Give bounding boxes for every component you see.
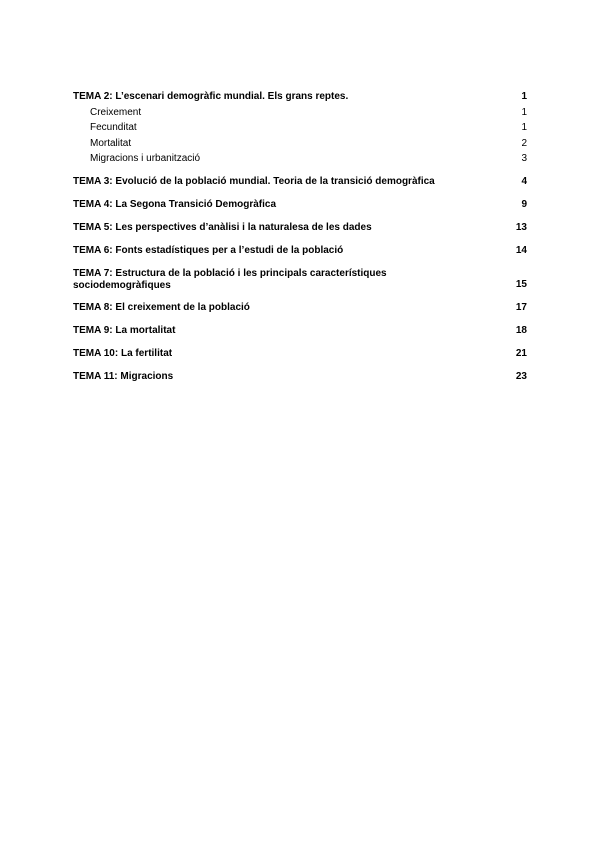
- toc-entry-label: TEMA 10: La fertilitat: [73, 348, 173, 359]
- toc-entry-page: 18: [515, 325, 527, 336]
- toc-entry-page: 9: [521, 199, 527, 210]
- toc-entry-tema-10[interactable]: [73, 348, 527, 360]
- toc-entry-page: 4: [521, 176, 527, 187]
- toc-subentry-creixement[interactable]: [73, 107, 527, 119]
- toc-entry-label: Migracions i urbanització: [90, 153, 201, 164]
- toc-entry-label: TEMA 7: Estructura de la població i les principals característiques sociodemogràfiques: [73, 268, 387, 291]
- toc-entry-label: Fecunditat: [90, 122, 137, 133]
- toc-entry-page: 1: [521, 122, 527, 133]
- toc-entry-label: TEMA 9: La mortalitat: [73, 325, 176, 336]
- toc-entry-page: 17: [515, 302, 527, 313]
- table-of-contents: [73, 91, 527, 383]
- toc-entry-page: 3: [521, 153, 527, 164]
- toc-entry-page: 1: [521, 106, 527, 118]
- toc-entry-label: TEMA 8: El creixement de la població: [73, 302, 250, 313]
- toc-entry-page: 1: [521, 91, 527, 102]
- toc-entry-page: 14: [515, 245, 527, 256]
- toc-entry-tema-9[interactable]: [73, 325, 527, 337]
- toc-entry-label: TEMA 4: La Segona Transició Demogràfica: [73, 199, 277, 210]
- toc-entry-label: Mortalitat: [90, 137, 132, 149]
- toc-entry-label: TEMA 5: Les perspectives d’anàlisi i la naturalesa de les dades: [73, 222, 372, 233]
- toc-entry-label: TEMA 11: Migracions: [73, 371, 174, 382]
- toc-subentry-migracions[interactable]: [73, 153, 527, 165]
- toc-entry-tema-4[interactable]: [73, 199, 527, 211]
- toc-entry-tema-3[interactable]: [73, 176, 527, 188]
- toc-entry-tema-6[interactable]: [73, 245, 527, 257]
- toc-entry-page: 13: [515, 222, 527, 233]
- toc-entry-tema-11[interactable]: [73, 371, 527, 383]
- toc-entry-label: TEMA 6: Fonts estadístiques per a l’estudi de la població: [73, 245, 344, 256]
- toc-entry-page: 2: [521, 137, 527, 149]
- toc-subentry-mortalitat[interactable]: [73, 138, 527, 150]
- toc-entry-page: 23: [515, 371, 527, 382]
- toc-entry-page: 15: [515, 279, 527, 290]
- toc-entry-tema-5[interactable]: [73, 222, 527, 234]
- toc-entry-label: TEMA 3: Evolució de la població mundial. Teoria de la transició demogràfica: [73, 176, 435, 187]
- toc-entry-tema-8[interactable]: [73, 302, 527, 314]
- toc-entry-tema-7[interactable]: [73, 268, 527, 291]
- toc-entry-tema-2[interactable]: [73, 91, 527, 103]
- toc-entry-page: 21: [515, 348, 527, 359]
- toc-subentry-fecunditat[interactable]: [73, 122, 527, 134]
- toc-entry-label: TEMA 2: L’escenari demogràfic mundial. Els grans reptes.: [73, 91, 349, 102]
- toc-entry-label: Creixement: [90, 106, 142, 118]
